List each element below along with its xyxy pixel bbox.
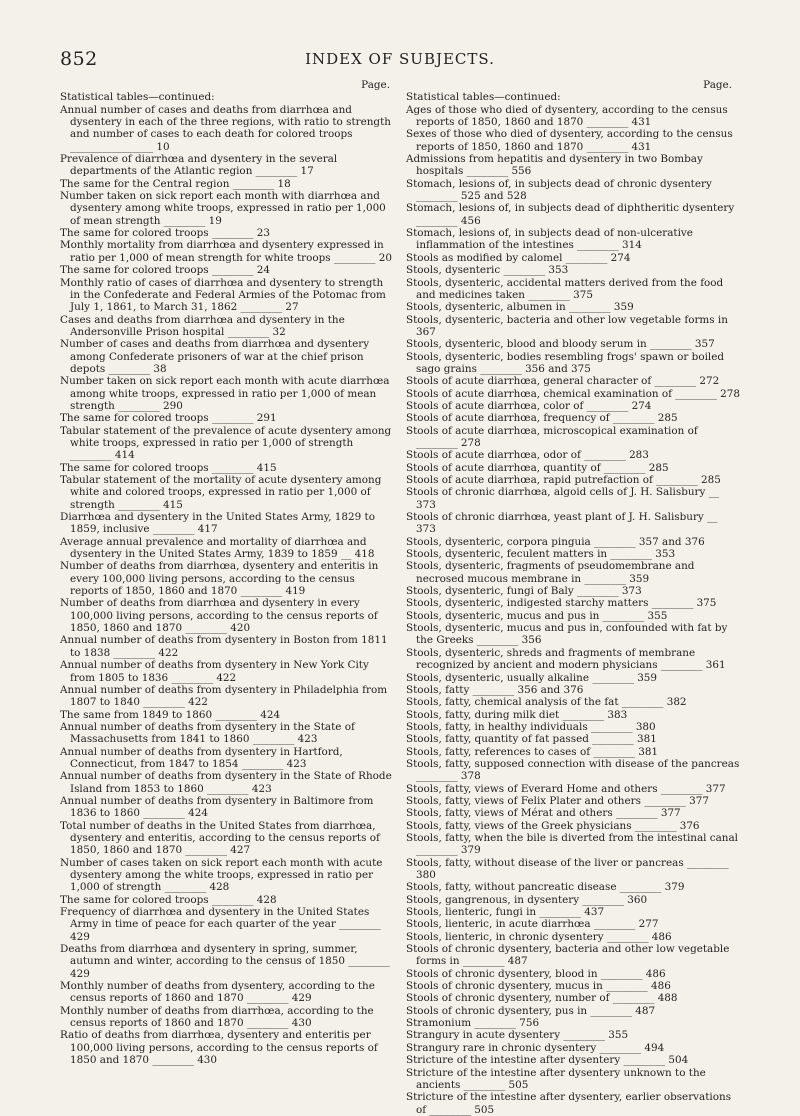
index-entry: Number of cases and deaths from diarrhœa and dysentery among Confederate prisoners of war at the chief prison depots ________ 38 (60, 338, 370, 375)
index-entry: Stools, dysenteric, fragments of pseudomembrane and necrosed mucous membrane in ________ 359 (406, 560, 695, 585)
index-entry: Stricture of the intestine after dysentery ________ 504 (406, 1054, 689, 1067)
index-entry: Stomach, lesions of, in subjects dead of diphtheritic dysentery ________ 456 (406, 202, 735, 227)
index-entry: Stools as modified by calomel ________ 274 (406, 251, 631, 264)
index-entry: Stools of acute diarrhœa, quantity of ________ 285 (406, 461, 669, 474)
index-entry: Stools, fatty ________ 356 and 376 (406, 683, 584, 696)
index-entry: Cases and deaths from diarrhœa and dysentery in the Andersonville Prison hospital ________ 32 (60, 313, 345, 338)
index-entry: Stools of acute diarrhœa, color of ________ 274 (406, 399, 652, 412)
index-entry: Stools, fatty, references to cases of ________ 381 (406, 745, 659, 758)
index-entry: Stomach, lesions of, in subjects dead of chronic dysentery ________ 525 and 528 (406, 177, 712, 203)
index-entry: Stools, lienteric, in chronic dysentery ________ 486 (406, 930, 672, 943)
index-entry: Stools, fatty, supposed connection with disease of the pancreas ________ 378 (406, 757, 740, 783)
index-entry: Stools, dysenteric, corpora pinguia ________ 357 and 376 (406, 535, 705, 548)
index-entry: Stools, dysenteric, bacteria and other low vegetable forms in 367 (406, 313, 728, 338)
index-entry: Stools, dysenteric, albumen in ________ 359 (406, 301, 634, 314)
section-heading: Statistical tables—continued: (406, 91, 561, 104)
index-entry: Sexes of those who died of dysentery, according to the census reports of 1850, 1860 and 1870 ________ 431 (406, 128, 733, 153)
index-entry: Number taken on sick report each month with diarrhœa and dysentery among white troops, expressed in ratio per 1,000 of mean strength ________ 19 (60, 190, 386, 227)
index-entry: Annual number of cases and deaths from diarrhœa and dysentery in each of the three regions, with ratio to strength and number of cases to each death for colored troops ________________ 10 (60, 103, 391, 153)
index-entry: Annual number of deaths from dysentery in the State of Rhode Island from 1853 to 1860 ________ 423 (60, 770, 392, 795)
index-entry: Stools of chronic dysentery, bacteria and other low vegetable forms in ________ 487 (406, 943, 730, 968)
index-entry: Stools, fatty, views of Everard Home and others ________ 377 (406, 782, 726, 795)
index-entry: Stricture of the intestine after dysentery unknown to the ancients ________ 505 (406, 1066, 706, 1091)
index-entry: The same for colored troops ________ 291 (60, 412, 277, 425)
index-entry: Stools, fatty, when the bile is diverted from the intestinal canal ________ 379 (406, 831, 739, 857)
index-entry: Stools of chronic dysentery, number of ________ 488 (406, 992, 678, 1005)
section-heading: Statistical tables—continued: (60, 91, 215, 104)
index-entry: Stools, dysenteric, mucus and pus in, confounded with fat by the Greeks ________ 356 (406, 622, 728, 647)
index-entry: Stools, fatty, in healthy individuals ________ 380 (406, 720, 656, 733)
index-entry: Stools, fatty, views of Felix Plater and others ________ 377 (406, 794, 709, 807)
index-entry: Stools, fatty, quantity of fat passed ________ 381 (406, 733, 657, 746)
index-entry: Strangury in acute dysentery ________ 355 (406, 1029, 629, 1042)
index-entry: Annual number of deaths from dysentery in Philadelphia from 1807 to 1840 ________ 422 (60, 683, 388, 709)
index-entry: Stools, dysenteric, shreds and fragments of membrane recognized by ancient and modern physicians ________ 361 (406, 646, 726, 672)
index-entry: Monthly number of deaths from diarrhœa, according to the census reports of 1860 and 1870 ________ 430 (60, 1004, 374, 1030)
index-entry: Stools of acute diarrhœa, odor of ________ 283 (406, 449, 649, 462)
index-entry: Stools, fatty, during milk diet ________ 383 (406, 708, 628, 721)
index-entry: Frequency of diarrhœa and dysentery in the United States Army in time of peace for each quarter of the year ________ 429 (60, 906, 381, 943)
index-entry: The same for colored troops ________ 415 (60, 461, 277, 474)
index-entry: Number of cases taken on sick report each month with acute dysentery among the white troops, expressed in ratio per 1,000 of strength ________ 428 (60, 856, 383, 894)
index-entry: Stools of chronic diarrhœa, yeast plant of J. H. Salisbury __ 373 (406, 511, 718, 536)
index-entry: Stools of chronic dysentery, mucus in ________ 486 (406, 980, 671, 993)
index-entry: The same for the Central region ________ 18 (60, 177, 291, 190)
index-entry: Ages of those who died of dysentery, according to the census reports of 1850, 1860 and 1870 ________ 431 (406, 103, 728, 129)
entry-list (60, 104, 394, 1067)
index-entry: Stools, dysenteric, blood and bloody serum in ________ 357 (406, 338, 715, 351)
index-entry: Annual number of deaths from dysentery in Baltimore from 1836 to 1860 ________ 424 (60, 794, 374, 820)
index-entry: Annual number of deaths from dysentery in Boston from 1811 to 1838 ________ 422 (60, 634, 388, 659)
index-entry: Stools, fatty, views of Mérat and others ________ 377 (406, 807, 681, 820)
entry-list (406, 104, 740, 1116)
page-column-label: Page. (703, 79, 732, 91)
index-entry: Diarrhœa and dysentery in the United States Army, 1829 to 1859, inclusive ________ 417 (60, 511, 375, 536)
index-entry: Stools of acute diarrhœa, general character of ________ 272 (406, 375, 720, 388)
index-entry: Number of deaths from diarrhœa, dysentery and enteritis in every 100,000 living persons, according to the census reports of 1850, 1860 and 1870 ________ 419 (60, 560, 379, 598)
index-entry: Stools, dysenteric, usually alkaline ________ 359 (406, 671, 658, 684)
page-column-label: Page. (361, 79, 390, 91)
index-entry: Stools, fatty, views of the Greek physicians ________ 376 (406, 819, 700, 832)
index-entry: The same for colored troops ________ 428 (60, 893, 277, 906)
index-entry: Prevalence of diarrhœa and dysentery in the several departments of the Atlantic region ________ 17 (60, 153, 338, 178)
index-entry: Admissions from hepatitis and dysentery in two Bombay hospitals ________ 556 (406, 153, 703, 178)
index-entry: The same for colored troops ________ 24 (60, 264, 271, 277)
index-entry: Stools of chronic dysentery, pus in ________ 487 (406, 1004, 656, 1017)
index-entry: Stools of chronic dysentery, blood in ________ 486 (406, 967, 666, 980)
index-entry: Stools, dysenteric, mucus and pus in ________ 355 (406, 609, 668, 622)
index-entry: Stools of acute diarrhœa, frequency of ________ 285 (406, 412, 678, 425)
index-entry: Stools, fatty, chemical analysis of the fat ________ 382 (406, 696, 687, 709)
index-entry: The same for colored troops ________ 23 (60, 227, 271, 240)
index-entry: Annual number of deaths from dysentery in New York City from 1805 to 1836 ________ 422 (60, 659, 369, 684)
index-entry: Stools, dysenteric ________ 353 (406, 264, 569, 277)
index-entry: Stomach, lesions of, in subjects dead of non-ulcerative inflammation of the intestines ________ 314 (406, 227, 693, 252)
index-entry: Stools, dysenteric, bodies resembling frogs' spawn or boiled sago grains ________ 356 and 375 (406, 350, 725, 375)
index-entry: Stools, dysenteric, accidental matters derived from the food and medicines taken ________ 375 (406, 276, 724, 301)
page-number: 852 (60, 48, 98, 70)
index-entry: Stools, lienteric, fungi in ________ 437 (406, 906, 605, 919)
index-entry: Stools of acute diarrhœa, rapid putrefaction of ________ 285 (406, 474, 721, 486)
right-column (406, 79, 740, 1116)
index-entry: Number taken on sick report each month with acute diarrhœa among white troops, expressed in ratio per 1,000 of mean strength ________ 290 (60, 375, 390, 412)
index-entry: Stools, fatty, without pancreatic disease ________ 379 (406, 881, 685, 894)
index-entry: Stools of chronic diarrhœa, algoid cells of J. H. Salisbury __ 373 (406, 486, 720, 511)
index-entry: Stools, gangrenous, in dysentery ________ 360 (406, 893, 648, 906)
index-entry: Ratio of deaths from diarrhœa, dysentery and enteritis per 100,000 living persons, according to the census reports of 1850 and 1870 ________ 430 (60, 1029, 378, 1067)
index-entry: Monthly mortality from diarrhœa and dysentery expressed in ratio per 1,000 of mean strength for white troops ________ 20 (60, 239, 393, 264)
index-entry: Stools, dysenteric, feculent matters in ________ 353 (406, 548, 676, 561)
index-entry: Stools, lienteric, in acute diarrhœa ________ 277 (406, 918, 659, 931)
index-entry: Stools, dysenteric, indigested starchy matters ________ 375 (406, 597, 717, 610)
index-entry: Tabular statement of the prevalence of acute dysentery among white troops, expressed in ratio per 1,000 of strength ________ 414 (60, 424, 392, 462)
index-entry: The same from 1849 to 1860 ________ 424 (60, 708, 281, 721)
index-entry: Deaths from diarrhœa and dysentery in spring, summer, autumn and winter, according to the census of 1850 ________ 429 (60, 943, 390, 980)
index-entry: Stools, fatty, without disease of the liver or pancreas ________ 380 (406, 856, 729, 881)
index-entry: Stools, dysenteric, fungi of Baly ________ 373 (406, 585, 642, 598)
left-column (60, 79, 394, 1067)
index-entry: Stools of acute diarrhœa, chemical examination of ________ 278 (406, 387, 740, 400)
index-entry: Total number of deaths in the United States from diarrhœa, dysentery and enteritis, according to the census reports of 1850, 1860 and 1870 ________ 427 (60, 819, 380, 857)
index-entry: Tabular statement of the mortality of acute dysentery among white and colored troops, expressed in ratio per 1,000 of strength ________ 415 (60, 474, 382, 511)
page-title: INDEX OF SUBJECTS. (305, 50, 495, 68)
index-entry: Annual number of deaths from dysentery in Hartford, Connecticut, from 1847 to 1854 ________ 423 (60, 745, 343, 770)
index-entry: Strangury rare in chronic dysentery ________ 494 (406, 1041, 665, 1054)
index-entry: Stools of acute diarrhœa, microscopical examination of ________ 278 (406, 424, 698, 449)
index-entry: Average annual prevalence and mortality of diarrhœa and dysentery in the United States Army, 1839 to 1859 __ 418 (60, 535, 375, 561)
index-entry: Number of deaths from diarrhœa and dysentery in every 100,000 living persons, according to the census reports of 1850, 1860 and 1870 ________ 420 (60, 597, 378, 635)
index-entry: Monthly ratio of cases of diarrhœa and dysentery to strength in the Confederate and Federal Armies of the Potomac from July 1, 1861, to March 31, 1862 ________ 27 (60, 276, 386, 314)
index-entry: Stramonium ________ 756 (406, 1017, 540, 1030)
index-entry: Annual number of deaths from dysentery in the State of Massachusetts from 1841 to 1860 ________ 423 (60, 720, 355, 746)
index-entry: Stricture of the intestine after dysentery, earlier observations of ________ 505 (406, 1091, 732, 1116)
index-entry: Monthly number of deaths from dysentery, according to the census reports of 1860 and 1870 ________ 429 (60, 980, 375, 1005)
